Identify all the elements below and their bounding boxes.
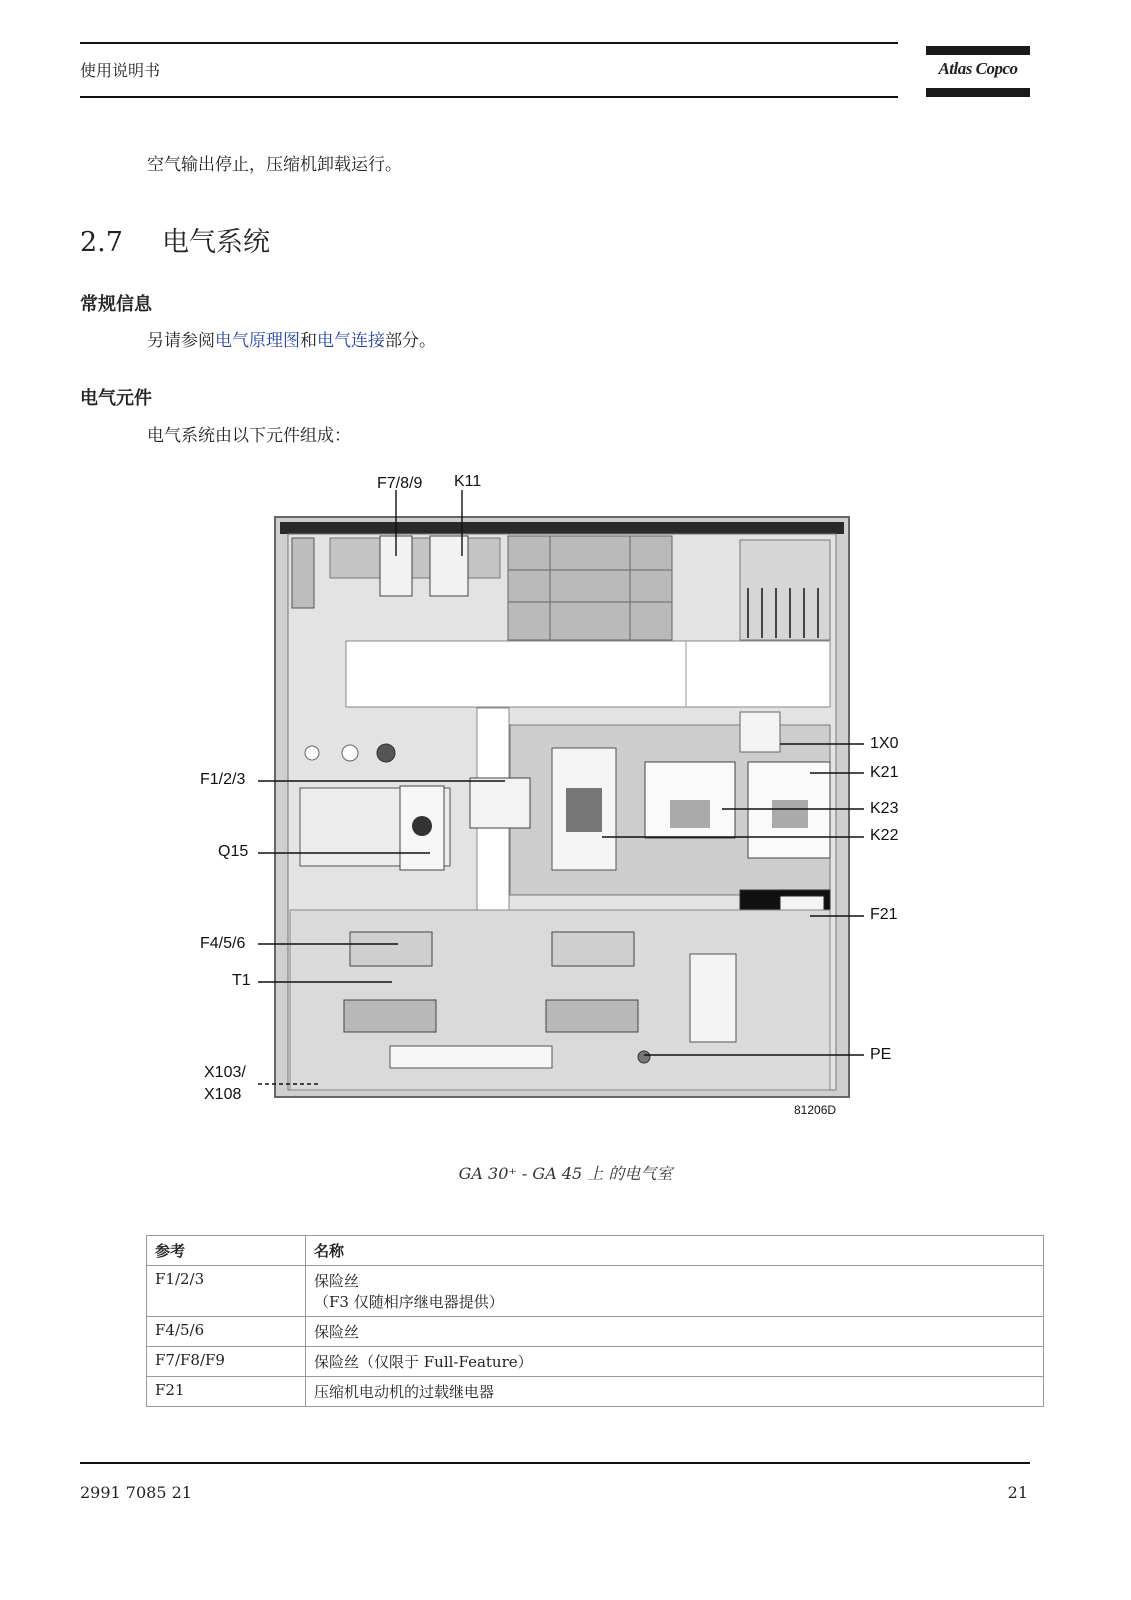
label-k22: K22	[870, 827, 899, 844]
label-k11: K11	[454, 473, 482, 490]
cell-name: 保险丝（仅限于 Full-Feature）	[306, 1347, 1044, 1377]
page-number: 21	[1007, 1483, 1028, 1502]
general-info-paragraph	[147, 326, 436, 351]
label-t1: T1	[232, 972, 251, 989]
label-x108: X108	[204, 1086, 242, 1103]
label-k23: K23	[870, 800, 899, 817]
components-paragraph: 电气系统由以下元件组成：	[147, 426, 351, 446]
label-f21: F21	[870, 906, 898, 923]
cell-name: 保险丝	[306, 1317, 1044, 1347]
label-1x0: 1X0	[870, 735, 899, 752]
column-header-ref: 参考	[147, 1236, 306, 1266]
section-heading	[80, 220, 270, 259]
document-title: 使用说明书	[80, 61, 161, 80]
atlas-copco-logo: Atlas Copco	[926, 46, 1030, 98]
label-k21: K21	[870, 764, 899, 781]
cell-name: 压缩机电动机的过载继电器	[306, 1377, 1044, 1407]
document-number: 2991 7085 21	[80, 1483, 192, 1502]
intro-paragraph: 空气输出停止，压缩机卸载运行。	[147, 155, 402, 175]
cell-name-note: （F3 仅随相序继电器提供）	[314, 1293, 504, 1311]
cell-name	[306, 1266, 1044, 1317]
figure-caption: GA 30⁺ - GA 45 上 的电气室	[458, 1164, 673, 1183]
component-table	[146, 1235, 1044, 1407]
cell-ref: F7/F8/F9	[147, 1347, 306, 1377]
label-x103: X103/	[204, 1064, 246, 1081]
cell-name-main: 保险丝	[314, 1272, 360, 1290]
column-header-name: 名称	[306, 1236, 1044, 1266]
table-row	[147, 1317, 1044, 1347]
electrical-cabinet-figure	[200, 470, 920, 1130]
general-suffix: 部分。	[385, 331, 436, 351]
components-heading: 电气元件	[80, 388, 152, 409]
section-title: 电气系统	[162, 227, 270, 258]
table-row	[147, 1347, 1044, 1377]
cell-ref: F4/5/6	[147, 1317, 306, 1347]
label-f7-8-9: F7/8/9	[377, 475, 423, 492]
header-bottom-rule	[80, 96, 898, 98]
general-prefix: 另请参阅	[147, 331, 215, 351]
figure-code: 81206D	[794, 1103, 837, 1117]
label-f1-2-3: F1/2/3	[200, 771, 246, 788]
general-info-heading: 常规信息	[80, 294, 152, 315]
table-row	[147, 1377, 1044, 1407]
table-row	[147, 1266, 1044, 1317]
section-number: 2.7	[80, 227, 123, 258]
table-header-row	[147, 1236, 1044, 1266]
link-electrical-diagram[interactable]: 电气原理图	[215, 331, 300, 351]
general-middle: 和	[300, 331, 317, 351]
cell-ref: F1/2/3	[147, 1266, 306, 1317]
label-q15: Q15	[218, 843, 249, 860]
cell-ref: F21	[147, 1377, 306, 1407]
footer-rule	[80, 1462, 1030, 1464]
header-top-rule	[80, 42, 898, 44]
link-electrical-connections[interactable]: 电气连接	[317, 331, 385, 351]
cabinet-illustration	[200, 470, 920, 1130]
label-f4-5-6: F4/5/6	[200, 935, 246, 952]
label-pe: PE	[870, 1046, 892, 1063]
